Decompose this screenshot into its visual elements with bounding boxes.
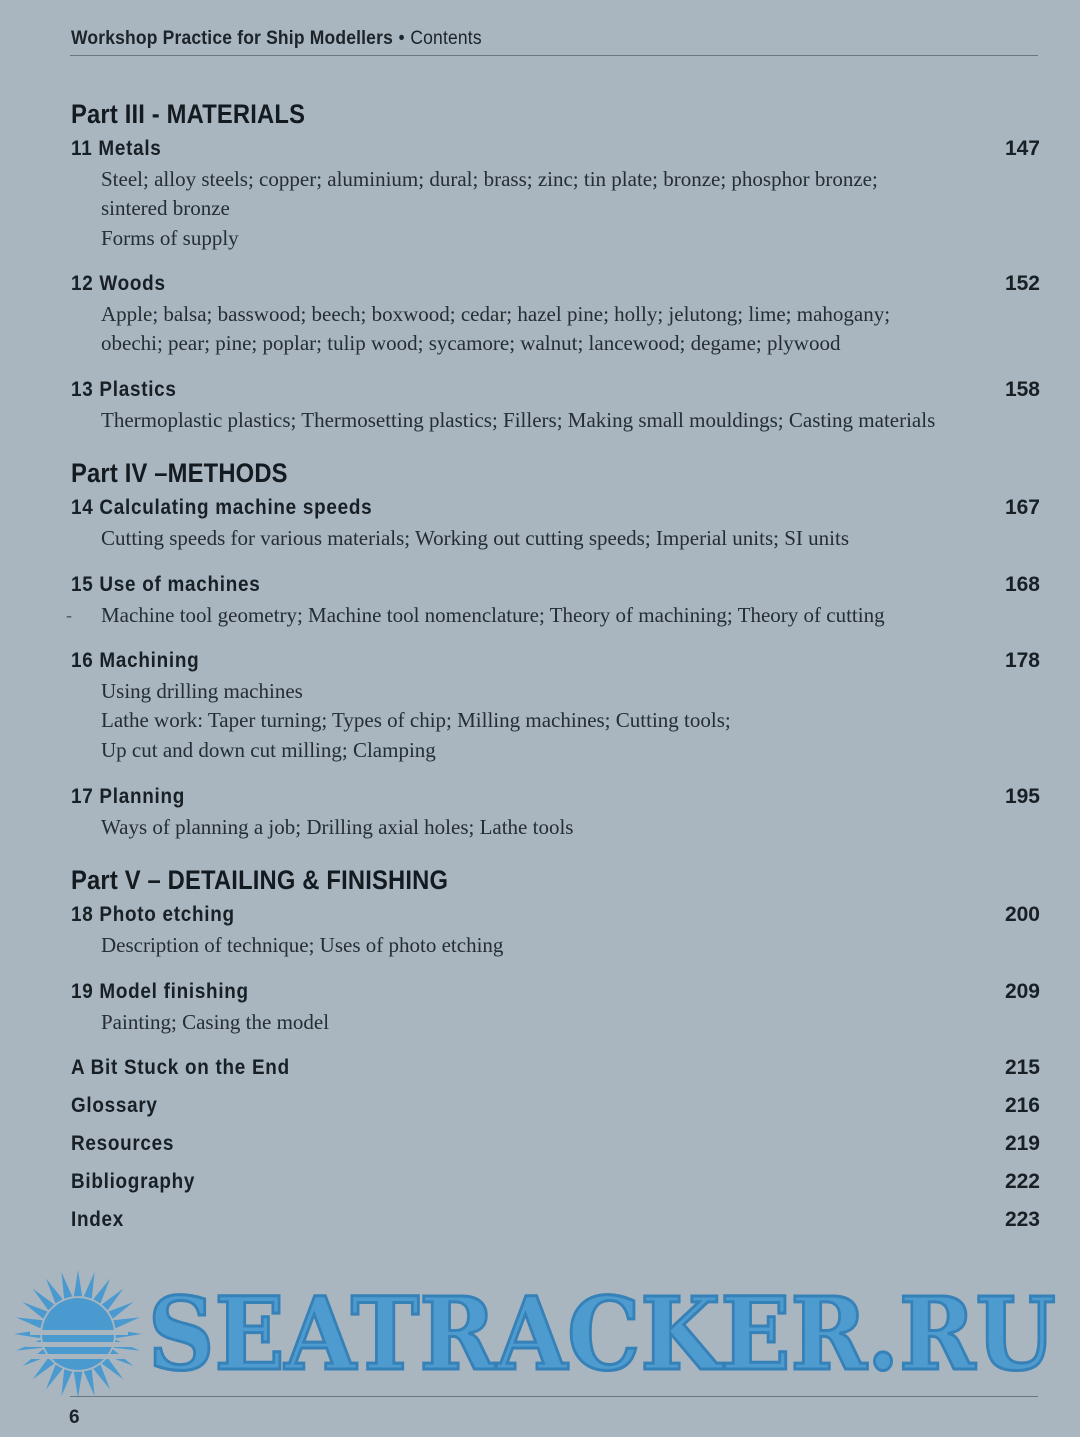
chapter-page-number: 158 [1004, 378, 1040, 401]
sun-ray [84, 1272, 95, 1298]
chapter-page-number: 209 [1004, 980, 1040, 1003]
sun-ray [84, 1369, 95, 1395]
sun-ray [74, 1270, 82, 1296]
chapter-description: Thermoplastic plastics; Thermosetting plastics; Fillers; Making small mouldings; Casting materials [101, 408, 936, 432]
chapter-description: Description of technique; Uses of photo etching [101, 933, 504, 957]
stray-mark: - [66, 605, 72, 625]
end-matter-title[interactable]: Glossary [71, 1094, 158, 1117]
chapter-description: Using drilling machines [101, 679, 303, 703]
sun-ray [93, 1365, 110, 1390]
end-matter-page-number: 215 [1004, 1056, 1040, 1079]
chapter-title[interactable]: 14 Calculating machine speeds [71, 496, 373, 519]
sun-ray [16, 1317, 42, 1328]
chapter-description: Lathe work: Taper turning; Types of chip; Milling machines; Cutting tools; [101, 708, 731, 732]
chapter-title[interactable]: 18 Photo etching [71, 903, 235, 926]
chapter-page-number: 200 [1004, 903, 1040, 926]
section-name: Contents [410, 28, 482, 49]
running-header [71, 28, 961, 50]
chapter-description: Ways of planning a job; Drilling axial holes; Lathe tools [101, 815, 574, 839]
sun-ray [109, 1302, 134, 1319]
sun-ray [46, 1279, 63, 1304]
end-matter-title[interactable]: Resources [71, 1132, 175, 1155]
chapter-description: Steel; alloy steels; copper; aluminium; dural; brass; zinc; tin plate; bronze; phosphor bronze; [101, 167, 878, 191]
chapter-title[interactable]: 17 Planning [71, 785, 186, 808]
chapter-page-number: 178 [1004, 649, 1040, 672]
page-number: 6 [69, 1407, 80, 1428]
part-title: Part V – DETAILING & FINISHING [71, 865, 449, 895]
chapter-page-number: 152 [1004, 272, 1040, 295]
part-title: Part IV –METHODS [71, 458, 288, 488]
header-separator: • [398, 28, 405, 49]
part-title: Part III - MATERIALS [71, 99, 306, 129]
chapter-title[interactable]: 12 Woods [71, 272, 166, 295]
chapter-page-number: 167 [1004, 496, 1040, 519]
chapter-description: Apple; balsa; basswood; beech; boxwood; cedar; hazel pine; holly; jelutong; lime; mahogany; [101, 302, 891, 326]
end-matter-page-number: 222 [1004, 1170, 1040, 1193]
sun-ray [33, 1289, 54, 1310]
chapter-title[interactable]: 19 Model finishing [71, 980, 249, 1003]
sun-ray [113, 1317, 139, 1328]
sun-ray [93, 1279, 110, 1304]
header-rule [70, 55, 1038, 56]
sun-icon [0, 1270, 160, 1400]
chapter-page-number: 147 [1004, 137, 1040, 160]
end-matter-page-number: 219 [1004, 1132, 1040, 1155]
chapter-page-number: 168 [1004, 573, 1040, 596]
end-matter-page-number: 216 [1004, 1094, 1040, 1117]
chapter-description: Forms of supply [101, 226, 239, 250]
sun-ray [61, 1272, 72, 1298]
chapter-description: Cutting speeds for various materials; Working out cutting speeds; Imperial units; SI units [101, 526, 849, 550]
end-matter-page-number: 223 [1004, 1208, 1040, 1231]
watermark [0, 1270, 1080, 1400]
chapter-title[interactable]: 13 Plastics [71, 378, 177, 401]
end-matter-title[interactable]: Bibliography [71, 1170, 196, 1193]
chapter-description: sintered bronze [101, 196, 230, 220]
sun-ray [102, 1289, 123, 1310]
chapter-description: Machine tool geometry; Machine tool nomenclature; Theory of machining; Theory of cutting [101, 603, 885, 627]
chapter-description: Up cut and down cut milling; Clamping [101, 738, 436, 762]
sun-ray [23, 1302, 48, 1319]
chapter-title[interactable]: 16 Machining [71, 649, 200, 672]
sun-ray [102, 1358, 123, 1379]
chapter-description: obechi; pear; pine; poplar; tulip wood; sycamore; walnut; lancewood; degame; plywood [101, 331, 841, 355]
chapter-title[interactable]: 15 Use of machines [71, 573, 261, 596]
sun-ray [33, 1358, 54, 1379]
book-title: Workshop Practice for Ship Modellers [71, 28, 393, 49]
chapter-title[interactable]: 11 Metals [71, 137, 162, 160]
watermark-text: SEATRACKER.RU [148, 1275, 1056, 1393]
sun-ray [74, 1372, 82, 1398]
sun-ray [46, 1365, 63, 1390]
sun-ray [61, 1369, 72, 1395]
end-matter-title[interactable]: Index [71, 1208, 124, 1231]
end-matter-title[interactable]: A Bit Stuck on the End [71, 1056, 290, 1079]
footer-rule [70, 1396, 1038, 1397]
chapter-page-number: 195 [1004, 785, 1040, 808]
chapter-description: Painting; Casing the model [101, 1010, 330, 1034]
